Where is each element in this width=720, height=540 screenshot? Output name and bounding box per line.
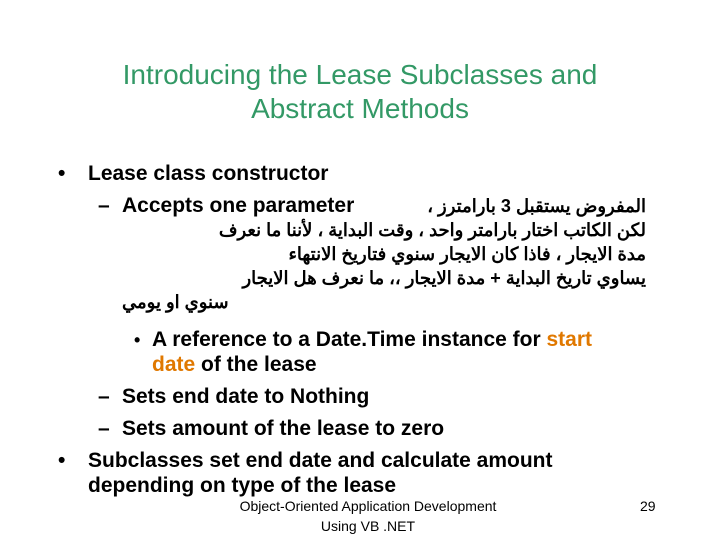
arabic-note-line-2: لكن الكاتب اختار بارامتر واحد ، وقت البداية ، لأننا ما نعرف — [218, 220, 646, 240]
arabic-note-line-4: يساوي تاريخ البداية + مدة الايجار ،، ما نعرف هل الايجار — [242, 268, 646, 288]
bullet-lease-constructor: Lease class constructor — [88, 162, 329, 185]
page-number: 29 — [640, 498, 656, 514]
subsub-reference-line-1 — [152, 328, 592, 352]
subsub-reference-text: A reference to a Date.Time instance for — [152, 328, 541, 351]
bullet-marker: • — [134, 330, 141, 350]
sub-sets-end-date: Sets end date to Nothing — [122, 385, 370, 408]
title-line-2: Abstract Methods — [251, 93, 469, 124]
dash-marker: – — [98, 194, 110, 217]
footer-line-1: Object-Oriented Application Development — [239, 498, 497, 514]
bullet-subclasses-line-2: depending on type of the lease — [88, 474, 397, 497]
bullet-marker: • — [58, 162, 66, 185]
dash-marker: – — [98, 417, 110, 440]
slide-footer — [228, 496, 508, 536]
accent-date: date — [152, 353, 196, 376]
arabic-note-line-5: سنوي او يومي — [122, 292, 229, 312]
footer-line-2: Using VB .NET — [320, 518, 416, 534]
subsub-lease-text: of the lease — [201, 353, 317, 376]
arabic-note-line-3: مدة الايجار ، فاذا كان الايجار سنوي فتاريخ الانتهاء — [288, 244, 646, 264]
title-line-1: Introducing the Lease Subclasses and — [122, 59, 598, 90]
accent-start: start — [546, 328, 593, 351]
sub-sets-amount: Sets amount of the lease to zero — [122, 417, 445, 440]
dash-marker: – — [98, 385, 110, 408]
subsub-reference-line-2 — [152, 353, 317, 377]
sub-accepts-parameter: Accepts one parameter — [122, 194, 355, 217]
bullet-marker: • — [58, 449, 66, 472]
bullet-subclasses-line-1: Subclasses set end date and calculate amount — [88, 449, 553, 472]
arabic-note-line-1: المفروض يستقبل 3 بارامترز ، — [427, 196, 646, 216]
